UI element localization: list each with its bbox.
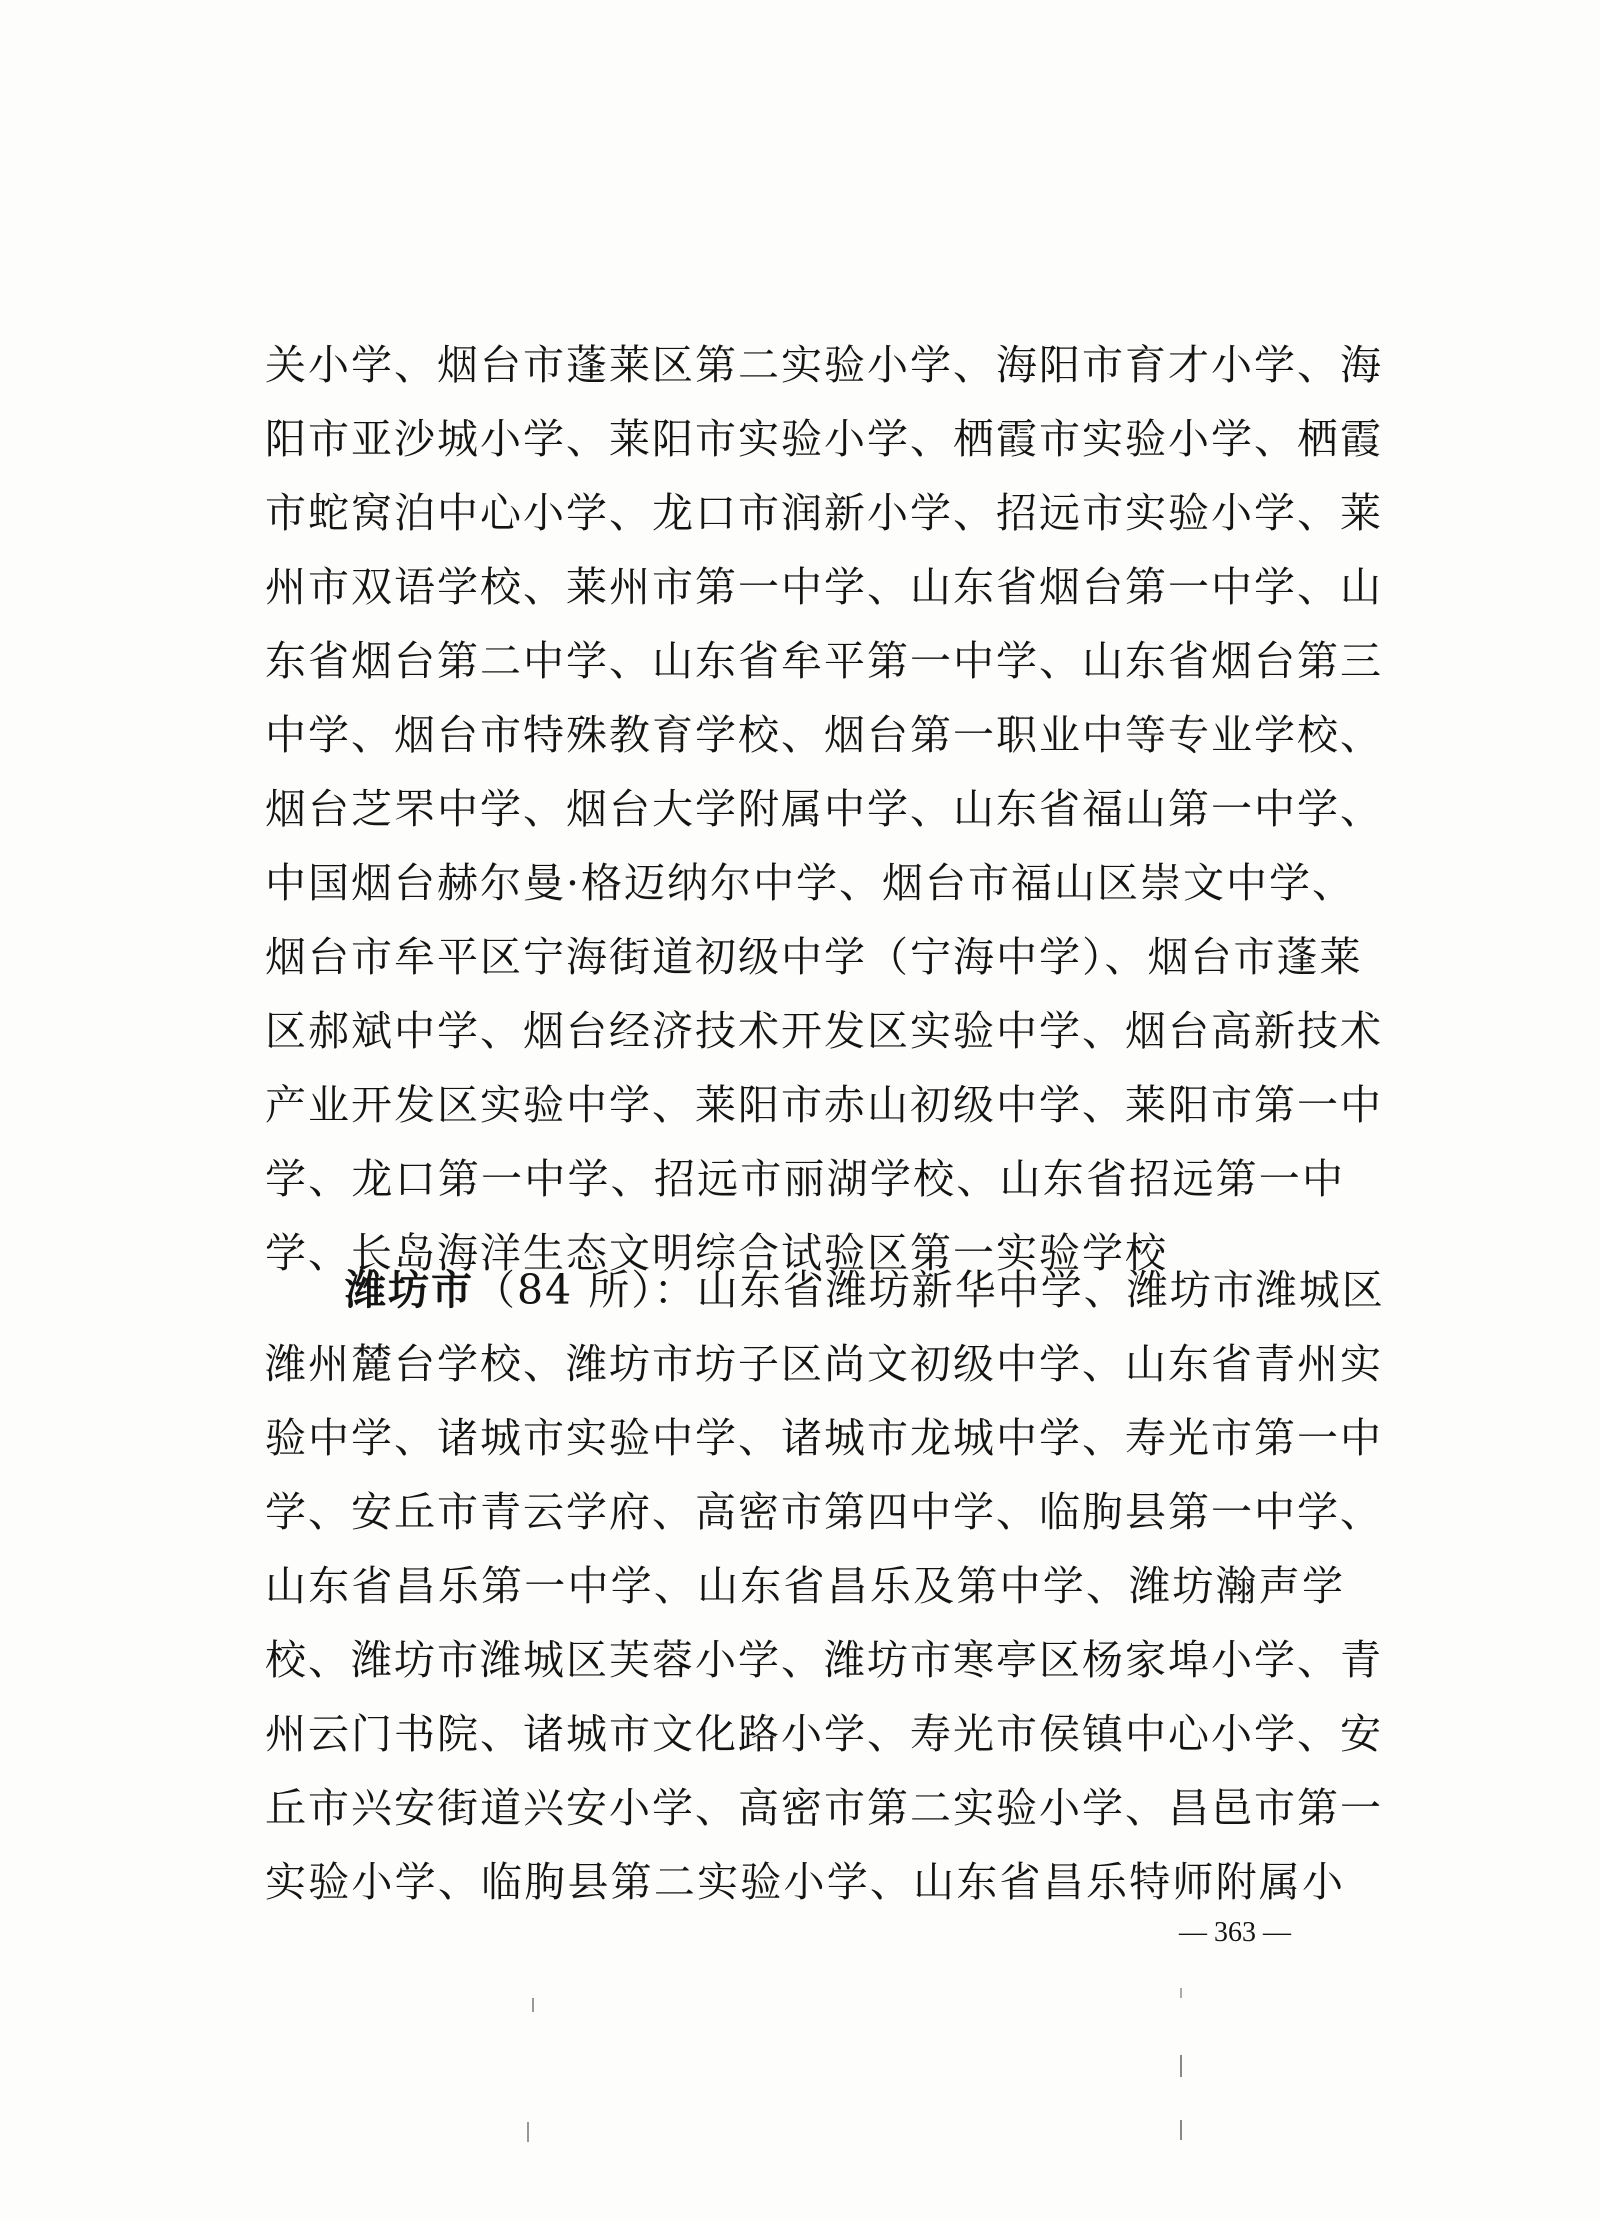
text-line: 中学、烟台市特殊教育学校、烟台第一职业中等专业学校、	[265, 711, 1383, 759]
section-heading: 潍坊市	[345, 1266, 474, 1314]
text-line: 学、安丘市青云学府、高密市第四中学、临朐县第一中学、	[265, 1488, 1383, 1536]
section-count: （84 所）：	[474, 1266, 697, 1314]
text-line: 丘市兴安街道兴安小学、高密市第二实验小学、昌邑市第一	[265, 1784, 1383, 1832]
text-line: 学、龙口第一中学、招远市丽湖学校、山东省招远第一中	[265, 1155, 1345, 1203]
text-line: 验中学、诸城市实验中学、诸城市龙城中学、寿光市第一中	[265, 1414, 1383, 1462]
text-line: 州云门书院、诸城市文化路小学、寿光市侯镇中心小学、安	[265, 1710, 1383, 1758]
scan-artifact	[532, 1998, 534, 2012]
text-line: 关小学、烟台市蓬莱区第二实验小学、海阳市育才小学、海	[265, 341, 1383, 389]
text-line: 学、长岛海洋生态文明综合试验区第一实验学校	[265, 1229, 1168, 1277]
text-line: 阳市亚沙城小学、莱阳市实验小学、栖霞市实验小学、栖霞	[265, 415, 1383, 463]
scan-artifact	[1180, 2055, 1182, 2077]
scan-artifact	[527, 2122, 529, 2142]
text-line: 州市双语学校、莱州市第一中学、山东省烟台第一中学、山	[265, 563, 1383, 611]
paragraph-2-first-line	[265, 1253, 1385, 1327]
text-line: 区郝斌中学、烟台经济技术开发区实验中学、烟台高新技术	[265, 1007, 1383, 1055]
text-line: 产业开发区实验中学、莱阳市赤山初级中学、莱阳市第一中	[265, 1081, 1383, 1129]
text-line: 中国烟台赫尔曼·格迈纳尔中学、烟台市福山区崇文中学、	[265, 859, 1356, 907]
text-line: 东省烟台第二中学、山东省牟平第一中学、山东省烟台第三	[265, 637, 1383, 685]
text-line: 实验小学、临朐县第二实验小学、山东省昌乐特师附属小	[265, 1858, 1345, 1906]
text-line: 山东省昌乐第一中学、山东省昌乐及第中学、潍坊瀚声学	[265, 1562, 1345, 1610]
scan-artifact	[1180, 1988, 1182, 1998]
paragraph-2	[265, 1253, 1385, 1919]
text-line: 烟台市牟平区宁海街道初级中学（宁海中学）、烟台市蓬莱	[265, 933, 1363, 981]
text-line: 潍州麓台学校、潍坊市坊子区尚文初级中学、山东省青州实	[265, 1340, 1383, 1388]
text-line: 市蛇窝泊中心小学、龙口市润新小学、招远市实验小学、莱	[265, 489, 1383, 537]
page-number: — 363 —	[1179, 1917, 1291, 1948]
text-line: 烟台芝罘中学、烟台大学附属中学、山东省福山第一中学、	[265, 785, 1383, 833]
scan-artifact	[1180, 2120, 1182, 2140]
text-line: 校、潍坊市潍城区芙蓉小学、潍坊市寒亭区杨家埠小学、青	[265, 1636, 1383, 1684]
paragraph-1	[265, 328, 1383, 1290]
text-line: 山东省潍坊新华中学、潍坊市潍城区	[696, 1266, 1385, 1314]
